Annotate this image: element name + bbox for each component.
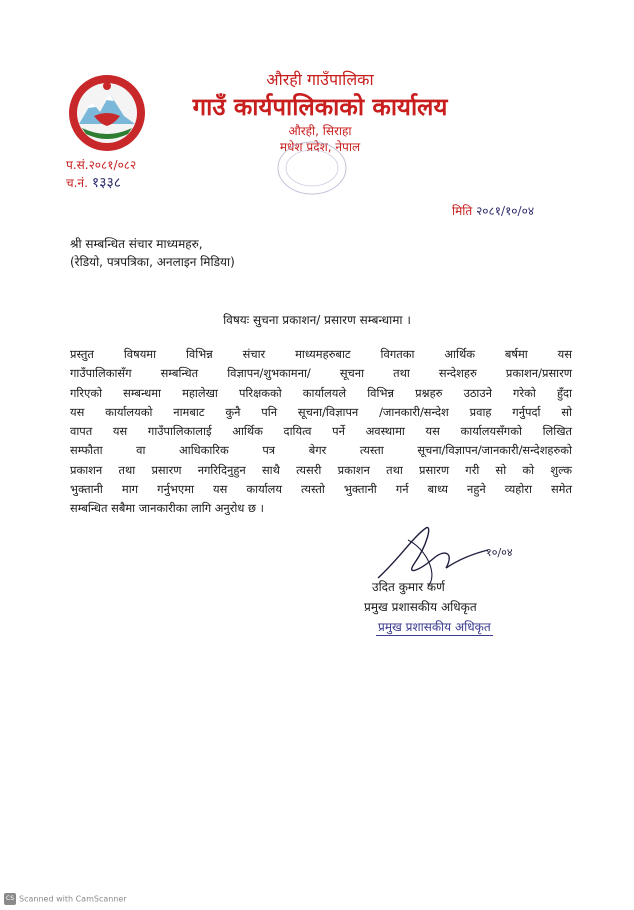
body-line: प्रस्तुत विषयमा विभिन्न संचार माध्यमहरुबाट विगतका आर्थिक बर्षमा यस bbox=[70, 347, 572, 361]
body-line: भुक्तानी माग गर्नुभएमा यस कार्यालय त्यस्तो भुक्तानी गर्न बाध्य नहुने व्यहोरा समेत bbox=[70, 482, 572, 497]
nepal-emblem-icon bbox=[66, 72, 148, 154]
office-address: औरही, सिराहा bbox=[288, 124, 352, 138]
dispatch-number-label: च.नं. bbox=[66, 176, 88, 190]
letter-number-label: प.सं. bbox=[66, 158, 89, 172]
dispatch-number bbox=[66, 173, 121, 192]
camscanner-logo-icon: CS bbox=[4, 893, 16, 905]
letter-date bbox=[452, 202, 534, 219]
body-line: सम्बन्धित सबैमा जानकारीका लागि अनुरोध छ । bbox=[70, 501, 264, 516]
letter-subject: विषयः सुचना प्रकाशन/ प्रसारण सम्बन्धामा । bbox=[223, 313, 411, 327]
signatory-name: उदित कुमार कर्ण bbox=[372, 580, 445, 594]
recipient-line-2: (रेडियो, पत्रपत्रिका, अनलाइन मिडिया) bbox=[70, 255, 235, 269]
body-line: गरिएको सम्बन्धमा महालेखा परिक्षकको कार्यालयले विभिन्न प्रश्नहरु उठाउने गरेको हुँदा bbox=[70, 385, 572, 400]
body-line: सम्फौता वा आधिकारिक पत्र बेगर त्यस्ता सूचना/विज्ञापन/जानकारी/सन्देशहरुको bbox=[70, 443, 572, 458]
letter-number bbox=[66, 156, 136, 173]
office-province: मधेश प्रदेश, नेपाल bbox=[279, 140, 361, 154]
body-line: प्रकाशन तथा प्रसारण नगरिदिनुहुन साथै त्यसरी प्रकाशन तथा प्रसारण गरी सो को शुल्क bbox=[70, 462, 572, 477]
dispatch-number-value: १३३८ bbox=[91, 175, 122, 191]
watermark-text: Scanned with CamScanner bbox=[19, 894, 127, 904]
date-value: २०८१/१०/०४ bbox=[476, 204, 535, 218]
letter-number-value: २०८१/०८२ bbox=[88, 158, 137, 172]
body-line: यस कार्यालयको नामबाट कुनै पनि सूचना/विज्ञापन /जानकारी/सन्देश प्रवाह गर्नुपर्दा सो bbox=[70, 404, 572, 419]
municipality-name: औरही गाउँपालिका bbox=[266, 70, 374, 89]
office-title: गाउँ कार्यपालिकाको कार्यालय bbox=[192, 93, 448, 121]
office-seal-stamp-icon bbox=[262, 140, 362, 202]
body-line: गाउँपालिकासँग सम्बन्धित विज्ञापन/शुभकामना/ सूचना तथा सन्देशहरु प्रकाशन/प्रसारण bbox=[70, 366, 572, 381]
body-line: वापत यस गाउँपालिकालाई आर्थिक दायित्व पर्ने अवस्थामा यस कार्यालयसँगको लिखित bbox=[70, 424, 572, 439]
designation-stamp: प्रमुख प्रशासकीय अधिकृत bbox=[378, 620, 491, 634]
signature-date: १०/०४ bbox=[486, 546, 513, 559]
date-label: मिति bbox=[452, 204, 473, 218]
signatory-title: प्रमुख प्रशासकीय अधिकृत bbox=[364, 600, 477, 614]
camscanner-watermark bbox=[4, 893, 127, 905]
recipient-line-1: श्री सम्बन्धित संचार माध्यमहरु, bbox=[70, 237, 203, 251]
letter-body bbox=[70, 345, 572, 519]
